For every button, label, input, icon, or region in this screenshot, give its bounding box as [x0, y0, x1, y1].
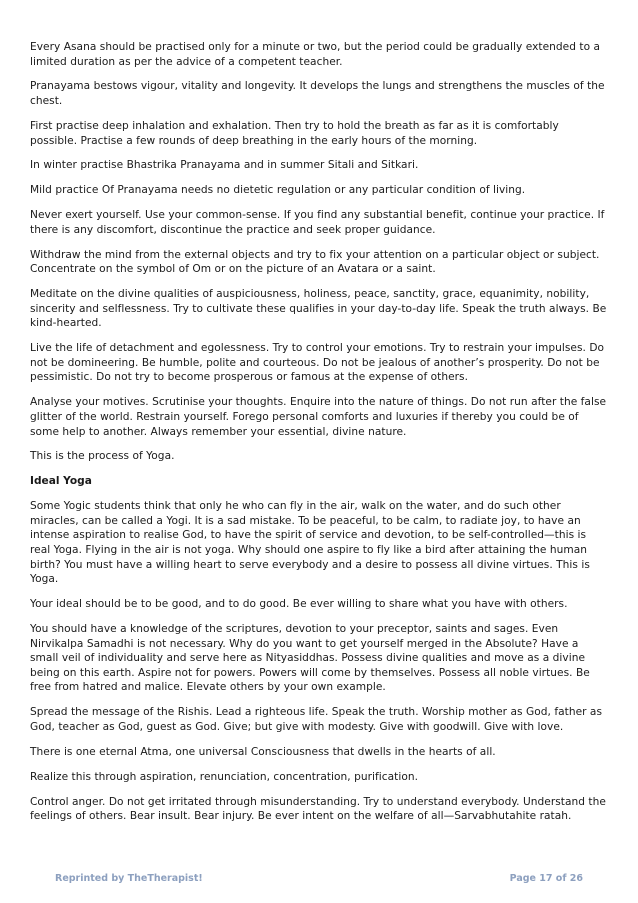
paragraph-deep-breathing: First practise deep inhalation and exhalation. Then try to hold the breath as far as it is comfortably possible. Practise a few rounds of deep breathing in the early hours of the morning.	[30, 119, 559, 147]
paragraph-detachment: Live the life of detachment and egolessness. Try to control your emotions. Try to restrain your impulses. Do not be domineering. Be humble, polite and courteous. Do not be jealous of another’s prosperity. Do not be pessimistic. Do not try to become prosperous or famous at the expense of others.	[30, 342, 605, 384]
paragraph-scriptures: You should have a knowledge of the scriptures, devotion to your preceptor, saints and sages. Even Nirvikalpa Samadhi is not necessary. Why do you want to get yourself merged in the Absolute? Have a small veil of individuality and serve here as Nityasiddhas. Possess divine qualities and move as a divine being on this earth. Aspire not for powers. Powers will come by themselves. Possess all noble virtues. Be free from hatred and malice. Elevate others by your own example.	[30, 622, 590, 694]
paragraph-ideal-good: Your ideal should be to be good, and to do good. Be ever willing to share what you have with others.	[30, 598, 568, 611]
paragraph-analyse-motives: Analyse your motives. Scrutinise your thoughts. Enquire into the nature of things. Do not run after the false glitter of the world. Restrain yourself. Forego personal comforts and luxuries if thereby you could be of some help to another. Always remember your essential, divine nature.	[30, 396, 607, 438]
section-heading-ideal-yoga: Ideal Yoga	[30, 475, 92, 488]
paragraph-control-anger: Control anger. Do not get irritated through misunderstanding. Try to understand everybody. Understand the feelings of others. Bear insult. Bear injury. Be ever intent on the welfare of all—Sarvabhutahite ratah.	[30, 795, 606, 823]
paragraph-yogic-students: Some Yogic students think that only he who can fly in the air, walk on the water, and do such other miracles, can be called a Yogi. It is a sad mistake. To be peaceful, to be calm, to radiate joy, to have an intense aspiration to realise God, to have the spirit of service and devotion, to be self-controlled—this is real Yoga. Flying in the air is not yoga. Why should one aspire to fly like a bird after attaining the human birth? You must have a willing heart to serve everybody and a desire to possess all divine virtues. This is Yoga.	[30, 500, 590, 586]
paragraph-pranayama-benefits: Pranayama bestows vigour, vitality and longevity. It develops the lungs and strengthens the muscles of the chest.	[30, 80, 605, 108]
paragraph-asana-duration: Every Asana should be practised only for a minute or two, but the period could be gradually extended to a limited duration as per the advice of a competent teacher.	[30, 41, 601, 68]
paragraph-meditate-qualities: Meditate on the divine qualities of auspiciousness, holiness, peace, sanctity, grace, equanimity, nobility, sincerity and selflessness. Try to cultivate these qualifies in your day-to-day life. Speak the truth always. Be kind-hearted.	[30, 288, 607, 330]
paragraph-rishis-message: Spread the message of the Rishis. Lead a righteous life. Speak the truth. Worship mother as God, father as God, teacher as God, guest as God. Give; but give with modesty. Give with goodwill. Give with love.	[30, 706, 603, 733]
paragraph-eternal-atma: There is one eternal Atma, one universal Consciousness that dwells in the hearts of all.	[30, 745, 496, 758]
paragraph-withdraw-mind: Withdraw the mind from the external objects and try to fix your attention on a particular object or subject. Concentrate on the symbol of Om or on the picture of an Avatara or a saint.	[30, 248, 600, 276]
footer-reprint-credit: Reprinted by TheTherapist!	[55, 873, 203, 884]
paragraph-never-exert: Never exert yourself. Use your common-sense. If you find any substantial benefit, continue your practice. If there is any discomfort, discontinue the practice and seek proper guidance.	[30, 209, 605, 236]
footer-page-number: Page 17 of 26	[509, 873, 583, 884]
paragraph-seasonal-pranayama: In winter practise Bhastrika Pranayama and in summer Sitali and Sitkari.	[30, 159, 419, 172]
document-page	[30, 40, 608, 834]
paragraph-mild-practice: Mild practice Of Pranayama needs no dietetic regulation or any particular condition of living.	[30, 184, 526, 197]
paragraph-process-of-yoga: This is the process of Yoga.	[30, 450, 175, 463]
paragraph-realize: Realize this through aspiration, renunciation, concentration, purification.	[30, 770, 419, 783]
